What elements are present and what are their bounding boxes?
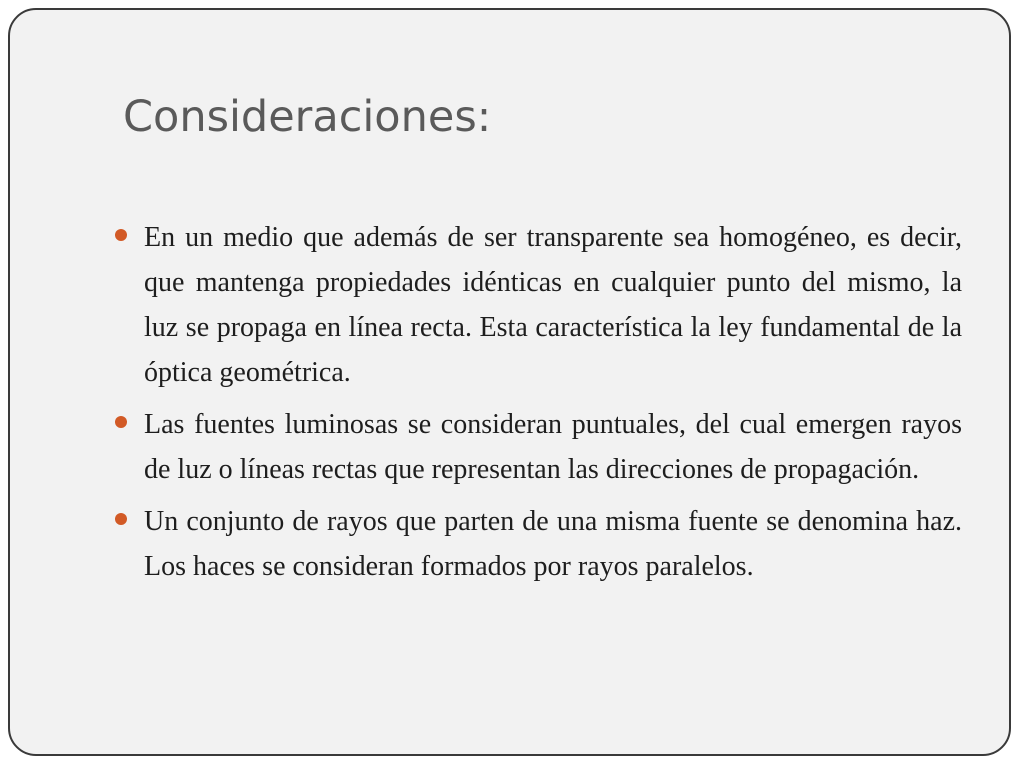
bullet-dot-icon [115, 416, 127, 428]
bullet-item-1 [114, 215, 962, 395]
bullet-dot-icon [115, 513, 127, 525]
slide-frame [8, 8, 1011, 756]
bullet-text-2: Las fuentes luminosas se consideran puntuales, del cual emergen rayos de luz o líneas rectas que representan las direcciones de propagación. [144, 409, 962, 485]
bullet-list [114, 215, 962, 596]
bullet-item-3 [114, 499, 962, 589]
bullet-text-3: Un conjunto de rayos que parten de una misma fuente se denomina haz. Los haces se consideran formados por rayos paralelos. [144, 506, 962, 582]
slide-title: Consideraciones: [123, 92, 492, 142]
bullet-text-1: En un medio que además de ser transparente sea homogéneo, es decir, que mantenga propiedades idénticas en cualquier punto del mismo, la luz se propaga en línea recta. Esta característica la ley fundamental de la óptica geométrica. [144, 222, 962, 388]
bullet-item-2 [114, 402, 962, 492]
bullet-dot-icon [115, 229, 127, 241]
